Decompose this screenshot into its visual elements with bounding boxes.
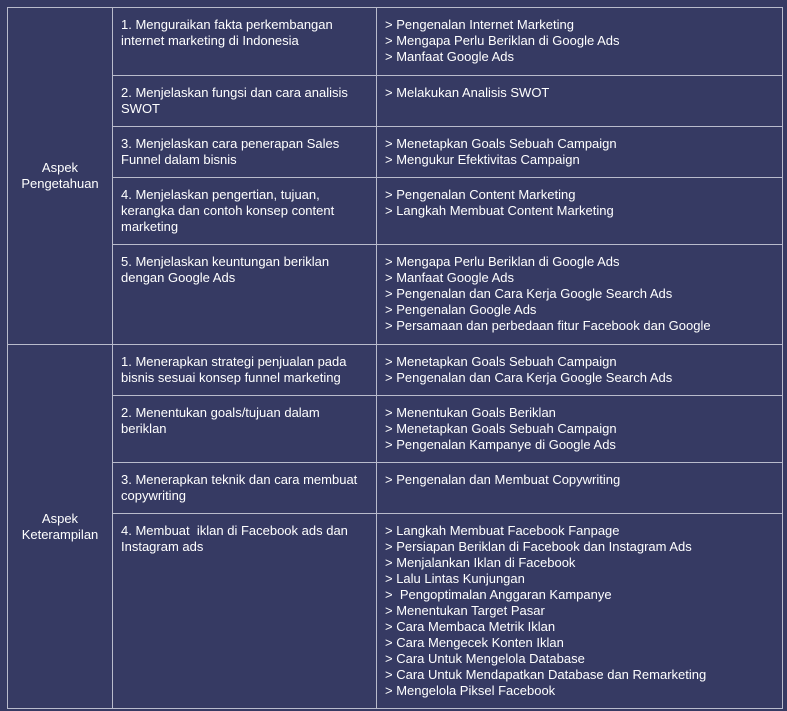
topic-item: > Pengenalan Internet Marketing [385,17,574,32]
objective-cell [113,178,377,245]
aspect-label-line: Aspek [41,510,79,526]
topic-item: > Cara Membaca Metrik Iklan [385,619,556,634]
objective-cell [113,127,377,178]
topics-cell [377,127,783,178]
topic-item: > Cara Mengecek Konten Iklan [385,635,564,650]
aspect-label-keterampilan [8,345,113,709]
topic-item: > Langkah Membuat Content Marketing [385,203,614,218]
topic-item: > Pengenalan dan Membuat Copywriting [385,472,621,487]
objective-cell [113,514,377,709]
objective-cell [113,76,377,127]
objective-cell [113,345,377,396]
objective-cell [113,245,377,345]
objective-text: 5. Menjelaskan keuntungan beriklan dengan Google Ads [121,254,330,285]
objective-cell [113,463,377,514]
objective-text: 3. Menerapkan teknik dan cara membuat copywriting [121,472,358,503]
curriculum-table [7,7,783,709]
topic-item: > Pengoptimalan Anggaran Kampanye [385,587,612,602]
table-row [8,8,783,76]
topic-item: > Cara Untuk Mendapatkan Database dan Remarketing [385,667,707,682]
table-row [8,514,783,709]
topic-item: > Menjalankan Iklan di Facebook [385,555,576,570]
topic-item: > Mengapa Perlu Beriklan di Google Ads [385,33,620,48]
aspect-label-pengetahuan [8,8,113,345]
table-row [8,178,783,245]
objective-text: 4. Membuat iklan di Facebook ads dan Instagram ads [121,523,352,554]
topics-cell [377,514,783,709]
objective-cell [113,8,377,76]
table-row [8,345,783,396]
table-row [8,245,783,345]
objective-text: 2. Menjelaskan fungsi dan cara analisis SWOT [121,85,348,116]
table-row [8,127,783,178]
objective-text: 2. Menentukan goals/tujuan dalam beriklan [121,405,320,436]
table-row [8,463,783,514]
topics-cell [377,178,783,245]
topic-item: > Lalu Lintas Kunjungan [385,571,525,586]
objective-text: 3. Menjelaskan cara penerapan Sales Funnel dalam bisnis [121,136,340,167]
topic-item: > Langkah Membuat Facebook Fanpage [385,523,620,538]
topic-item: > Manfaat Google Ads [385,270,515,285]
topic-item: > Pengenalan Content Marketing [385,187,576,202]
topic-item: > Pengenalan dan Cara Kerja Google Search Ads [385,286,673,301]
objective-text: 1. Menerapkan strategi penjualan pada bisnis sesuai konsep funnel marketing [121,354,347,385]
topic-item: > Melakukan Analisis SWOT [385,85,550,100]
topics-cell [377,76,783,127]
topic-item: > Manfaat Google Ads [385,49,515,64]
topic-item: > Mengapa Perlu Beriklan di Google Ads [385,254,620,269]
topic-item: > Mengukur Efektivitas Campaign [385,152,580,167]
topic-item: > Mengelola Piksel Facebook [385,683,556,698]
aspect-label-line: Pengetahuan [21,176,99,191]
topic-item: > Pengenalan Google Ads [385,302,537,317]
objective-text: 1. Menguraikan fakta perkembangan internet marketing di Indonesia [121,17,333,48]
topic-item: > Persamaan dan perbedaan fitur Facebook dan Google [385,318,711,333]
topic-item: > Cara Untuk Mengelola Database [385,651,585,666]
topic-item: > Menentukan Target Pasar [385,603,545,618]
aspect-label-line: Keterampilan [21,526,99,542]
topic-item: > Pengenalan dan Cara Kerja Google Search Ads [385,370,673,385]
table-row [8,396,783,463]
topic-item: > Menetapkan Goals Sebuah Campaign [385,354,617,369]
topic-item: > Persiapan Beriklan di Facebook dan Instagram Ads [385,539,692,554]
topic-item: > Menentukan Goals Beriklan [385,405,556,420]
objective-text: 4. Menjelaskan pengertian, tujuan, kerangka dan contoh konsep content marketing [121,187,335,234]
topics-cell [377,463,783,514]
topic-item: > Pengenalan Kampanye di Google Ads [385,437,616,452]
topics-cell [377,345,783,396]
topics-cell [377,245,783,345]
topics-cell [377,396,783,463]
aspect-label-line: Aspek [41,160,79,175]
topics-cell [377,8,783,76]
topic-item: > Menetapkan Goals Sebuah Campaign [385,136,617,151]
table-row [8,76,783,127]
objective-cell [113,396,377,463]
topic-item: > Menetapkan Goals Sebuah Campaign [385,421,617,436]
